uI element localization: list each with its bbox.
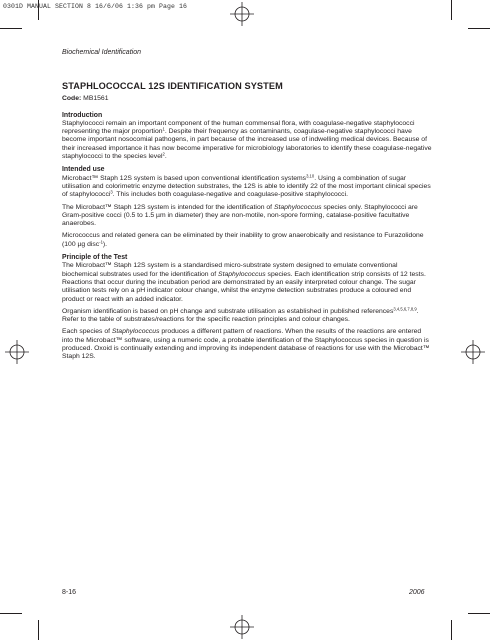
product-code-value: MB1561 [83, 95, 109, 103]
document-body [62, 82, 434, 367]
paragraph: The Microbact™ Staph 12S system is intended for the identification of Staphylococcus species only. Staphylococci are Gram-positive cocci (0.5 to 1.5 µm in diameter) they are non-motile, non-spore forming, catalase-positive facultative anaerobes. [62, 203, 418, 228]
section-introduction [62, 112, 434, 162]
paragraph: Micrococcus and related genera can be eliminated by their inability to grow anaerobically and resistance to Furazolidone (100 µg disc$^{-1}$). [62, 232, 424, 248]
paragraph: Staphylococci remain an important component of the human commensal flora, with coagulase-negative staphylococci representing the major proportion$^1$. Despite their frequency as contaminants, coagulase-negative staphylococci have become important nosocomial pathogens, in part because of the increased use of indwelling medical devices. Because of their increased importance it has now become imperative for microbiology laboratories to identify these coagulase-negative staphylococci to the species level$^2$. [62, 119, 432, 161]
crop-mark-bottom-left-vertical [38, 620, 39, 640]
paragraph: The Microbact™ Staph 12S system is a standardised micro-substrate system designed to emulate conventional biochemical substrates used for the identification of Staphylococcus species. Each identification strip consists of 12 tests. Reactions that occur during the incubation period are demonstrated by an easily interpreted colour change. The sugar utilisation tests rely on a pH indicator colour change, whilst the enzyme detection substrates produce a coloured end product or react with an added indicator. [62, 262, 426, 303]
page-number: 8-16 [62, 589, 77, 596]
registration-mark-left [5, 340, 29, 364]
paragraph: Each species of Staphylococcus produces a different pattern of reactions. When the results of the reactions are entered into the Microbact™ software, using a numeric code, a probable identification of the Staphylococcus species in question is produced. Oxoid is continually extending and improving its independent database of reactions for use with the Microbact™ Staph 12S. [62, 328, 430, 361]
crop-mark-top-left [0, 28, 22, 29]
section-heading: Introduction [62, 111, 103, 119]
paragraph: Microbact™ Staph 12S system is based upon conventional identification systems$^{3,10}$. Using a combination of sugar utilisation and colorimetric enzyme detection substrates, the 12S is able to identify 22 of the most important clinical species of staphylococci$^3$. This includes both coagulase-negative and coagulase-positive staphylococci. [62, 173, 431, 199]
section-heading: Principle of the Test [62, 254, 128, 262]
crop-mark-top-left-vertical [38, 0, 39, 20]
paragraph: Organism identification is based on pH change and substrate utilisation as established in published references$^{3,4,5,6,7,8,9}$. Refer to the table of substrates/reactions for the specific reaction principles and colour changes. [62, 306, 419, 324]
crop-mark-bottom-left [0, 613, 22, 614]
crop-mark-top-right-vertical [451, 0, 452, 20]
registration-mark-right [461, 340, 485, 364]
registration-mark-bottom [230, 615, 254, 639]
print-slug: 0301D MANUAL SECTION 8 16/6/06 1:36 pm Page 16 [3, 3, 188, 10]
document-title: STAPHLOCOCCAL 12S IDENTIFICATION SYSTEM [62, 81, 283, 91]
section-label: Biochemical Identification [62, 49, 141, 56]
crop-mark-top-right [468, 28, 490, 29]
crop-mark-bottom-right [468, 613, 490, 614]
footer-year: 2006 [409, 589, 425, 596]
product-code-label: Code: [62, 95, 82, 103]
section-principle [62, 254, 434, 362]
section-intended-use [62, 166, 434, 249]
crop-mark-bottom-right-vertical [451, 620, 452, 640]
registration-mark-top [230, 2, 254, 26]
section-heading: Intended use [62, 166, 105, 174]
product-code [62, 95, 434, 103]
